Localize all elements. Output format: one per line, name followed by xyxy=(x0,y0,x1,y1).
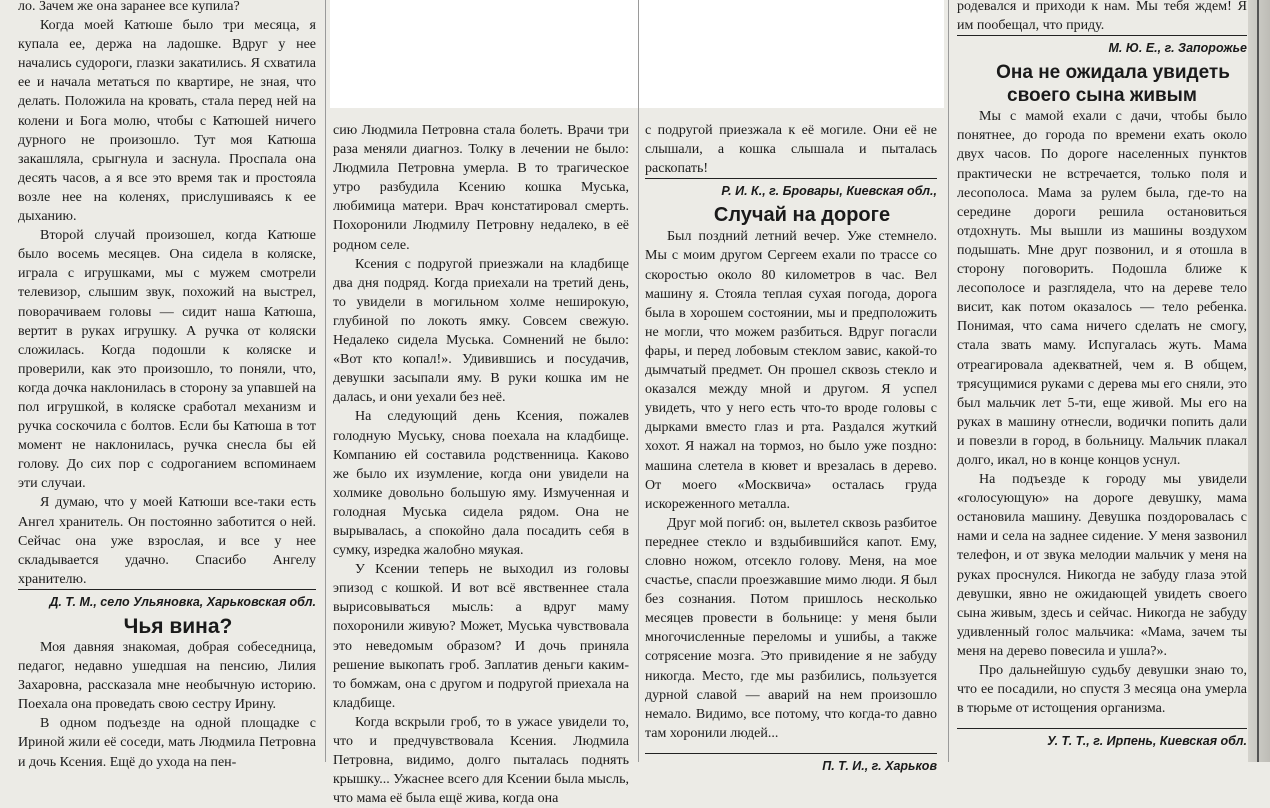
article-headline: Она не ожидала увидеть своего сына живым xyxy=(996,62,1230,107)
blank-white-area xyxy=(330,0,944,108)
column-4 xyxy=(957,0,1247,762)
author-signature: У. Т. Т., г. Ирпень, Киевская обл. xyxy=(957,728,1247,754)
author-signature: Д. Т. М., село Ульяновка, Харьковская обл. xyxy=(18,589,316,615)
paragraph: Когда вскрыли гроб, то в ужасе увидели то, что и предчувствовала Ксения. Людмила Петровна, видимо, долго пыталась поднять крышку... Ужаснее всего для Ксении была мысль, что мама её была ещё жива, когда она xyxy=(333,714,629,807)
column-rule xyxy=(325,0,326,762)
author-signature: Р. И. К., г. Бровары, Киевская обл., xyxy=(645,178,937,204)
paragraph: Мы с мамой ехали с дачи, чтобы было понятнее, до города по времени ехать около двух часов. По дороге населенных пунктов практически не встречается, только поля и лесополоса. Мама за рулем была, где-то на середине дороги решила остановиться отдохнуть. Мы вышли из машины воздухом подышать. Мне друг позвонил, и я отошла в сторону поговорить. Подошла ближе к лесополосе и разглядела, что на дереве тело висит, как потом оказалось — тело ребенка. Понимая, что сама ничего сделать не смогу, стала звать маму. Испугалась жуть. Мама отреагировала адекватней, чем я. В общем, трясущимися руками с дерева мы его сняли, это был мальчик лет 5-ти, еще живой. Мы его на руках в машину отнесли, водички попить дали и повезли в город, в больницу. Мальчик плакал долго, икал, но в конце концов уснул. xyxy=(957,109,1247,468)
paragraph: ло. Зачем же она заранее все купила? xyxy=(18,0,240,14)
paragraph: родевался и приходи к нам. Мы тебя ждем! Я им пообещал, что приду. xyxy=(957,0,1247,34)
author-signature: М. Ю. Е., г. Запорожье xyxy=(957,35,1247,61)
paragraph: Был поздний летний вечер. Уже стемнело. Мы с моим другом Сергеем ехали по трассе со скоростью около 80 километров в час. Вел машину я. Стояла теплая сухая погода, дорога была в хорошем состоянии, мы и предположить не могли, что можем разбиться. Вдруг погасли фары, и перед лобовым стеклом завис, какой-то дымчатый предмет. Он прошел сквозь стекло и оказался между мной и другом. Я успел увидеть, что у него есть что-то вроде головы с дырками вместо глаз и рта. Раздался жуткий хохот. Я нажал на тормоз, но было уже поздно: машина слетела в кювет и врезалась в дерево. От моего «Москвича» осталась груда искореженного металла. xyxy=(645,229,937,512)
paragraph: Я думаю, что у моей Катюши все-таки есть Ангел хранитель. Он постоянно заботится о ней. Сейчас она уже взрослая, и все у нее складывается удачно. Спасибо Ангелу хранителю. xyxy=(18,495,316,587)
paragraph: сию Людмила Петровна стала болеть. Врачи три раза меняли диагноз. Толку в лечении не было: Людмила Петровна умерла. В то трагическое утро разбудила Ксению кошка Муська, любимица матери. Врач констатировал смерть. Похоронили Людмилу Петровну недалеко, в её родном селе. xyxy=(333,123,629,253)
paragraph: Друг мой погиб: он, вылетел сквозь разбитое переднее стекло и вздыбившийся капот. Ему, словно ножом, отсекло голову. Меня, на мое счастье, спасли проезжавшие мимо люди. Я был без сознания. Потом пришлось несколько месяцев провести в больнице: у меня были многочисленные переломы и ушибы, а также сотрясение мозга. Это привидение я не забуду никогда. Место, где мы разбились, пользуется дурной славой — аварий на нем произошло немало. Видимо, все потому, что когда-то давно там хоронили людей... xyxy=(645,515,937,741)
column-1 xyxy=(18,0,316,770)
paragraph: с подругой приезжала к её могиле. Они её не слышали, а кошка слышала и пыталась раскопать! xyxy=(645,123,937,177)
paragraph: Второй случай произошел, когда Катюше было восемь месяцев. Она сидела в коляске, играла с игрушками, мы с мужем смотрели телевизор, слышим звук, похожий на выстрел, поворачиваем головы — сидит наша Катюша, вертит в руках игрушку. А ручка от коляски сложилась. Когда подошли к коляске и проверили, как это произошло, то поняли, что, когда дочка наклонилась в сторону за упавшей на пол игрушкой, в коляске сработал механизм и ручка соскочила с болтов. Если бы Катюша в тот момент не наклонилась, ручка снесла бы ей голову. До сих пор с содроганием вспоминаем эти случаи. xyxy=(18,228,316,492)
article-headline: Чья вина? xyxy=(123,615,233,638)
paragraph: Про дальнейшую судьбу девушки знаю то, что ее посадили, но спустя 3 месяца она умерла в тюрьме от истощения организма. xyxy=(957,663,1247,717)
paragraph: Моя давняя знакомая, добрая собеседница, педагог, недавно ушедшая на пенсию, Лилия Захаровна, рассказала мне необычную историю. Поехала она проведать свою сестру Ирину. xyxy=(18,640,316,713)
paragraph: Ксения с подругой приезжали на кладбище два дня подряд. Когда приехали на третий день, то увидели в могильном холме неширокую, глубиной по локоть ямку. Совсем свежую. Недалеко сидела Муська. Сомнений не было: «Вот кто копал!». Удивившись и посудачив, девушки засыпали яму. В руки кошка им не далась, и они уехали без неё. xyxy=(333,256,629,406)
paragraph: На следующий день Ксения, пожалев голодную Муську, снова поехала на кладбище. Компанию ей составила родственница. Каково же было их изумление, когда они увидели на холмике довольно большую яму. Измученная и голодная Муська сидела рядом. Она не вырывалась, а спокойно дала посадить себя в сумку, изредка жалобно мяукая. xyxy=(333,409,629,559)
article-headline: Случай на дороге xyxy=(713,204,891,227)
column-2 xyxy=(333,121,629,807)
column-rule xyxy=(638,0,639,762)
author-signature: П. Т. И., г. Харьков xyxy=(645,753,937,779)
paragraph: На подъезде к городу мы увидели «голосующую» на дороге девушку, мама остановила машину. Девушка поздоровалась с нами и села на заднее сидение. У меня зазвонил телефон, и от звука мелодии мальчик у меня на руках проснулся. Никогда не забуду глаза этой девушки, явно не ожидающей увидеть своего сына живым, здесь и сейчас. Никогда не забуду удивленный голос мальчика: «Мама, зачем ты меня на дерево повесила и ушла?». xyxy=(957,472,1247,659)
paragraph: В одном подъезде на одной площадке с Ириной жили её соседи, мать Людмила Петровна и дочь Ксения. Ещё до ухода на пен- xyxy=(18,716,316,770)
column-rule xyxy=(948,0,949,762)
column-3 xyxy=(645,121,937,773)
page-edge xyxy=(1248,0,1270,762)
paragraph: Когда моей Катюше было три месяца, я купала ее, держа на ладошке. Вдруг у нее начались судороги, глазки закатились. Я схватила ее и начала метаться по квартире, не зная, что делать. Положила на кровать, стала перед ней на колени и Бога молю, чтобы с Катюшей ничего дурного не произошло. Тут моя Катюша закашляла, срыгнула и заснула. Проспала она десять часов, а я все это время так и простояла возле нее на коленях, прислушиваясь к ее дыханию. xyxy=(18,18,316,225)
paragraph: У Ксении теперь не выходил из головы эпизод с кошкой. И вот всё явственнее стала вырисовываться мысль: а вдруг маму похоронили живую? Может, Муська чувствовала это неведомым образом? И дочь приняла решение выкопать гроб. Заплатив деньги каким-то бомжам, она с другом и подругой приехала на кладбище. xyxy=(333,562,629,711)
